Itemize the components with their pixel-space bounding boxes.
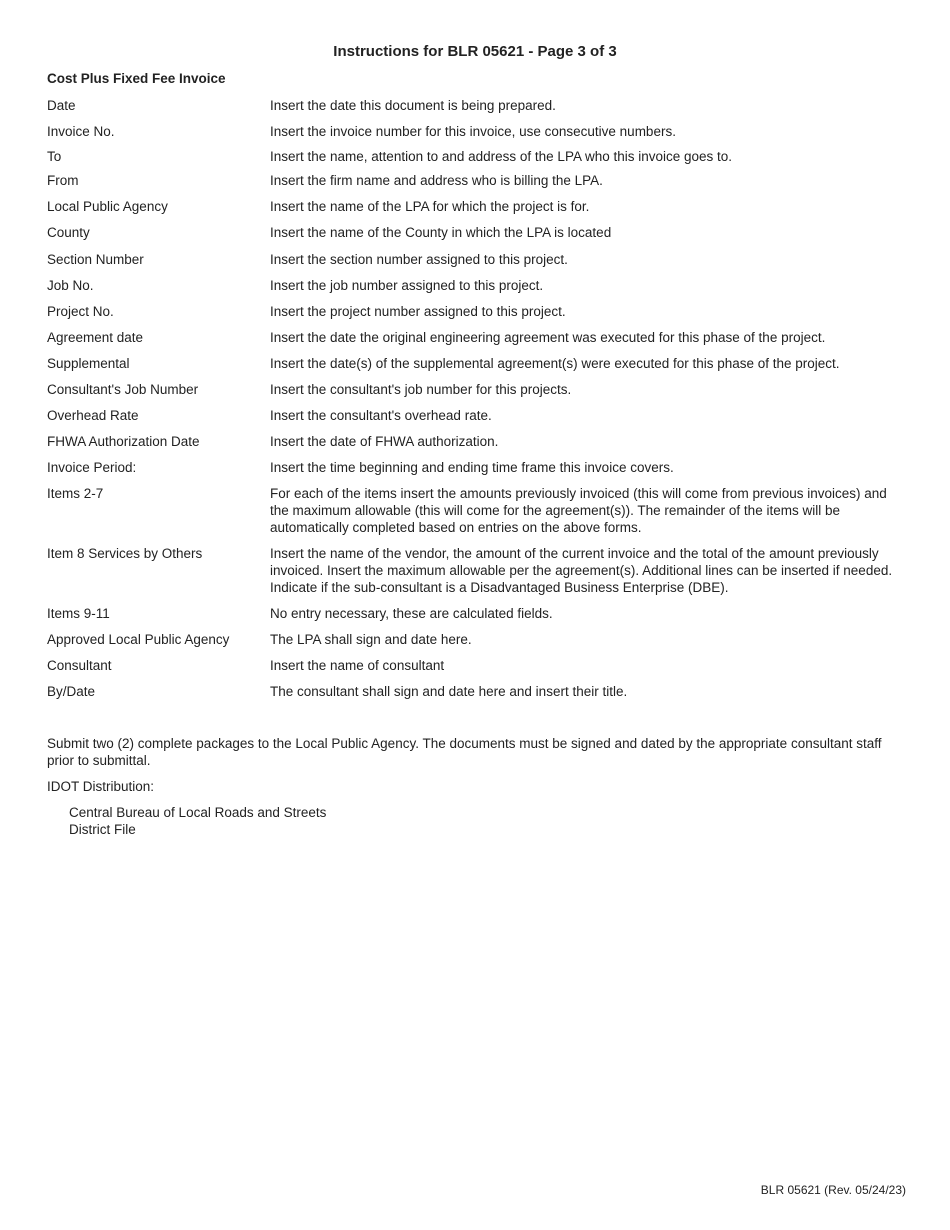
field-description: Insert the date(s) of the supplemental agreement(s) were executed for this phase of the project.	[270, 356, 840, 371]
field-label: Local Public Agency	[47, 199, 168, 214]
field-description: The consultant shall sign and date here and insert their title.	[270, 684, 628, 699]
instruction-row	[47, 381, 907, 398]
field-label: From	[47, 173, 79, 188]
field-label: By/Date	[47, 684, 96, 699]
instruction-row	[47, 433, 907, 450]
field-description: Insert the date of FHWA authorization.	[270, 434, 499, 449]
instruction-row	[47, 277, 907, 294]
field-label: Approved Local Public Agency	[47, 632, 230, 647]
field-label: Invoice Period:	[47, 460, 137, 475]
instruction-row	[47, 355, 907, 372]
field-label: Supplemental	[47, 356, 130, 371]
instruction-row	[47, 224, 907, 241]
field-label: To	[47, 149, 62, 164]
instruction-row	[47, 303, 907, 320]
field-label: Consultant	[47, 658, 112, 673]
instruction-row	[47, 605, 907, 622]
instruction-row	[47, 657, 907, 674]
field-description: Insert the consultant's job number for this projects.	[270, 382, 572, 397]
instruction-row	[47, 123, 907, 140]
field-description: Insert the name of the County in which the LPA is located	[270, 225, 612, 240]
field-label: Item 8 Services by Others	[47, 546, 203, 561]
instruction-row	[47, 172, 907, 189]
submit-instructions: Submit two (2) complete packages to the Local Public Agency. The documents must be signed and dated by the appropriate consultant staff prior to submittal.	[47, 736, 882, 768]
instruction-row	[47, 148, 907, 165]
distribution-item: Central Bureau of Local Roads and Streets	[69, 805, 327, 820]
field-label: Items 9-11	[47, 606, 110, 621]
distribution-list	[69, 804, 326, 838]
instruction-row	[47, 198, 907, 215]
field-description: Insert the firm name and address who is billing the LPA.	[270, 173, 603, 188]
field-label: Section Number	[47, 252, 144, 267]
field-label: Agreement date	[47, 330, 144, 345]
instruction-row	[47, 407, 907, 424]
field-label: Date	[47, 98, 76, 113]
field-label: Consultant's Job Number	[47, 382, 199, 397]
page-title: Instructions for BLR 05621 - Page 3 of 3	[333, 43, 617, 60]
instruction-row	[47, 545, 907, 596]
field-label: County	[47, 225, 90, 240]
instruction-row	[47, 329, 907, 346]
instruction-row	[47, 251, 907, 268]
field-description: Insert the section number assigned to this project.	[270, 252, 568, 267]
field-description: Insert the name of the LPA for which the project is for.	[270, 199, 590, 214]
form-revision-footer: BLR 05621 (Rev. 05/24/23)	[760, 1183, 906, 1197]
distribution-heading: IDOT Distribution:	[47, 779, 155, 794]
field-description: Insert the job number assigned to this project.	[270, 278, 544, 293]
instruction-row	[47, 97, 907, 114]
field-description: No entry necessary, these are calculated fields.	[270, 606, 553, 621]
field-description: Insert the name of consultant	[270, 658, 445, 673]
field-description: Insert the name of the vendor, the amount of the current invoice and the total of the amount previously invoiced. Insert the maximum allowable per the agreement(s). Additional lines can be inserted if needed. Indicate if the sub-consultant is a Disadvantaged Business Enterprise (DBE).	[270, 546, 893, 595]
instruction-row	[47, 459, 907, 476]
instruction-row	[47, 683, 907, 700]
instruction-row	[47, 485, 907, 536]
field-description: Insert the consultant's overhead rate.	[270, 408, 492, 423]
field-description: Insert the date this document is being prepared.	[270, 98, 556, 113]
field-label: Items 2-7	[47, 486, 104, 501]
field-label: Invoice No.	[47, 124, 115, 139]
distribution-item: District File	[69, 822, 136, 837]
instruction-row	[47, 631, 907, 648]
field-label: Job No.	[47, 278, 94, 293]
field-label: Overhead Rate	[47, 408, 139, 423]
field-description: Insert the project number assigned to this project.	[270, 304, 566, 319]
field-label: Project No.	[47, 304, 114, 319]
section-heading: Cost Plus Fixed Fee Invoice	[47, 71, 226, 86]
field-description: For each of the items insert the amounts previously invoiced (this will come from previous invoices) and the maximum allowable (this will come for the agreement(s)). The remainder of the items will be automatically completed based on entries on the above forms.	[270, 486, 887, 535]
field-description: Insert the invoice number for this invoice, use consecutive numbers.	[270, 124, 676, 139]
field-label: FHWA Authorization Date	[47, 434, 200, 449]
field-description: Insert the date the original engineering agreement was executed for this phase of the project.	[270, 330, 826, 345]
field-description: Insert the name, attention to and address of the LPA who this invoice goes to.	[270, 149, 733, 164]
instruction-list	[47, 97, 907, 700]
field-description: Insert the time beginning and ending time frame this invoice covers.	[270, 460, 674, 475]
field-description: The LPA shall sign and date here.	[270, 632, 472, 647]
